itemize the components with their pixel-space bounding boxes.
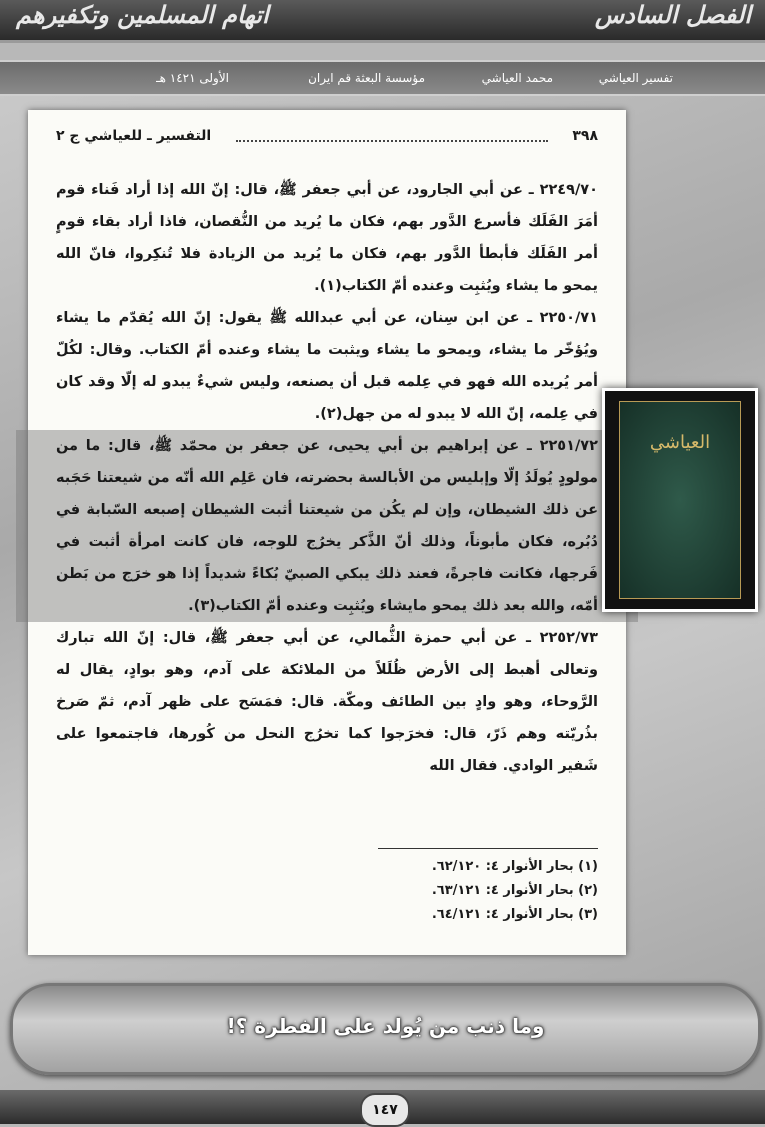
- source-publisher: مؤسسة البعثة قم ايران: [308, 71, 425, 85]
- footnote-2: (٢) بحار الأنوار ٤: ٦٣/١٢١.: [431, 883, 598, 898]
- bottom-banner-text: وما ذنب من يُولد على الفطرة ؟!: [226, 1014, 545, 1038]
- page-header-title: التفسير ـ للعياشي ج ٢: [56, 128, 212, 144]
- footnote-3: (٣) بحار الأنوار ٤: ٦٤/١٢١.: [431, 907, 598, 922]
- page-number: ١٤٧: [360, 1093, 410, 1127]
- source-edition: الأولى ١٤٢١ هـ: [156, 71, 229, 85]
- footnote-1: (١) بحار الأنوار ٤: ٦٢/١٢٠.: [431, 859, 598, 874]
- book-cover-title: العياشي: [649, 432, 711, 453]
- book-cover-inner: [619, 401, 741, 599]
- page-header: [56, 128, 598, 152]
- paragraph-2252: ٢٢٥٢/٧٣ ـ عن أبي حمزة الثُّمالي، عن أبي جعفر ﷺ، قال: إنّ الله تبارك وتعالى أهبط إلى الأرض ظُلَلاً من الملائكة على آدم، وهو بوادٍ، يقال له الرَّوحاء، وهو وادٍ بين الطائف ومكّة. قال: فمَسَح على ظهر آدم، ثمّ صَرخ بذُريّته وهم ذَرّ، قال: فخرَجوا كما تخرُج النحل من كُورها، فاجتمعوا على شَفير الوادي. فقال الله: [56, 630, 598, 774]
- header-dots: [236, 140, 548, 142]
- book-cover-image: [602, 388, 758, 612]
- highlighted-paragraph-2251: ٢٢٥١/٧٢ ـ عن إبراهيم بن أبي يحيى، عن جعفر بن محمّد ﷺ، قال: ما من مولودٍ يُولَدُ إلّا وإبليس من الأبالسة بحضرته، فان عَلِم الله أنّه من شيعتنا حَجَبه عن ذلك الشيطان، وإن لم يكُن من شيعتنا أثبت الشيطان إصبعه السّبابة في دُبُره، فكان مأبوناً، وذلك أنّ الذَّكر يخرُج للوجه، فان كانت امرأة أثبت في فَرجها، فكانت فاجرةً، فعند ذلك يبكي الصبيّ بُكاءً شديداً إذا هو خرَج من بَطن أمّه، والله بعد ذلك يمحو مايشاء ويُثبِت وعنده أمّ الكتاب(٣).: [16, 430, 638, 622]
- chapter-title: الفصل السادس: [594, 1, 751, 29]
- source-info-bar: [0, 60, 765, 96]
- bottom-banner: [10, 983, 761, 1075]
- source-author: محمد العياشي: [481, 71, 553, 85]
- source-book: تفسير العياشي: [598, 71, 673, 85]
- section-title: اتهام المسلمين وتكفيرهم: [16, 1, 269, 29]
- page-text-body: [56, 174, 598, 782]
- scanned-book-page: [28, 110, 626, 955]
- footnotes: [378, 848, 598, 927]
- paragraph-2249: ٢٢٤٩/٧٠ ـ عن أبي الجارود، عن أبي جعفر ﷺ، قال: إنّ الله إذا أراد فَناء قوم أمَرَ الفَلَك فأسرع الدَّور بهم، فكان ما يُريد من النُّقصان، فاذا أراد بقاء قومٍ أمر الفَلَك فأبطأ الدَّور بهم، فكان ما يُريد من الزيادة فلا تُنكِروا، فانّ الله يمحو ما يشاء ويُثبِت وعنده أمّ الكتاب(١).: [56, 182, 598, 294]
- page-header-number: ٣٩٨: [572, 128, 598, 144]
- top-banner: [0, 0, 765, 43]
- paragraph-2250: ٢٢٥٠/٧١ ـ عن ابن سِنان، عن أبي عبدالله ﷺ يقول: إنّ الله يُقدّم ما يشاء ويُؤخّر ما يشاء، ويمحو ما يشاء ويثبت ما يشاء وعنده أمّ الكتاب. وقال: لكُلّ أمر يُريده الله فهو في عِلمه قبل أن يصنعه، وليس شيءٌ يبدو له إلّا وقد كان في عِلمه، إنّ الله لا يبدو له من جهل(٢).: [56, 310, 598, 422]
